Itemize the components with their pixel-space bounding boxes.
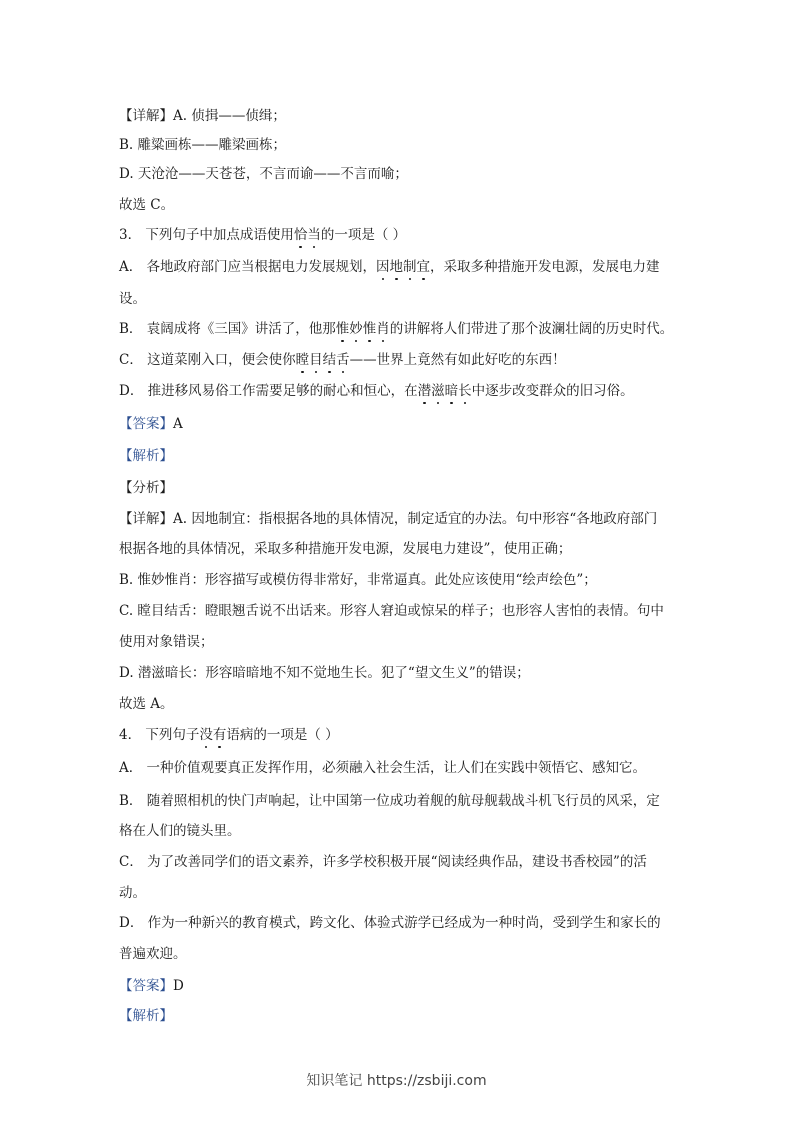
- line-text: A． 各地政府部门应当根据电力发展规划，: [119, 259, 377, 275]
- option-c: [119, 853, 647, 871]
- text-line: [119, 107, 286, 125]
- analysis-heading: [119, 1007, 173, 1025]
- analysis-subheading: [119, 479, 173, 497]
- text-line: [119, 196, 174, 214]
- text-line: [119, 290, 146, 308]
- option-b: [119, 792, 660, 810]
- line-text: A. 侦揖——侦缉；: [173, 108, 286, 124]
- line-text: A. 因地制宜：指根据各地的具体情况，制定适宜的办法。句中形容“各地政府部门: [173, 511, 658, 527]
- option-d: [119, 382, 634, 400]
- line-text: ，采取多种措施开发电源，发展电力建: [430, 259, 660, 275]
- footer-watermark: 知识笔记 https://zsbiji.com: [306, 1073, 487, 1089]
- dotted-word: 因地制宜: [376, 259, 431, 275]
- text-line: [119, 664, 530, 682]
- text-line: [119, 510, 657, 528]
- tag-label: 【详解】: [119, 511, 173, 527]
- answer-line: [119, 977, 184, 995]
- option-d: [119, 914, 661, 932]
- dotted-word: 惟妙惟肖: [335, 321, 390, 337]
- text-line: [119, 602, 664, 620]
- line-text: D. 天沧沧——天苍苍，不言而谕——不言而喻；: [119, 166, 408, 182]
- line-text: B． 袁阔成将《三国》讲活了，他那: [119, 321, 336, 337]
- line-text: 设。: [119, 291, 146, 307]
- text-line: [119, 633, 214, 651]
- text-line: [119, 695, 174, 713]
- line-text: 3． 下列句子中加点成语使用: [119, 227, 294, 243]
- answer-tag: 【答案】: [119, 416, 173, 432]
- line-text: C. 瞠目结舌：瞪眼翘舌说不出话来。形容人窘迫或惊呆的样子；也形容人害怕的表情。句中: [119, 603, 664, 619]
- line-text: 格在人们的镜头里。: [119, 823, 241, 839]
- line-text: ——世界上竟然有如此好吃的东西！: [349, 352, 566, 368]
- dotted-word: 恰当: [293, 227, 321, 243]
- line-text: 动。: [119, 885, 146, 901]
- text-line: [119, 165, 408, 183]
- line-text: 的讲解将人们带进了那个波澜壮阔的历史时代。: [389, 321, 674, 337]
- line-text: D． 推进移风易俗工作需要足够的耐心和恒心，在: [119, 383, 418, 399]
- line-text: 中逐步改变群众的旧习俗。: [471, 383, 634, 399]
- answer-value: D: [173, 978, 184, 994]
- tag-label: 【分析】: [119, 480, 173, 496]
- answer-line: [119, 415, 183, 433]
- question-3-stem: [119, 226, 406, 244]
- text-line: [119, 571, 597, 589]
- analysis-tag: 【解析】: [119, 1008, 173, 1024]
- tag-label: 【详解】: [119, 108, 173, 124]
- line-text: C． 这道菜刚入口，便会使你: [119, 352, 296, 368]
- text-line: [119, 540, 571, 558]
- answer-value: A: [173, 416, 183, 432]
- option-c: [119, 351, 566, 369]
- option-a: [119, 258, 660, 276]
- analysis-heading: [119, 447, 173, 465]
- text-line: [119, 945, 187, 963]
- text-line: [119, 884, 146, 902]
- line-text: 的一项是（ ）: [320, 227, 407, 243]
- analysis-tag: 【解析】: [119, 448, 173, 464]
- line-text: 根据各地的具体情况，采取多种措施开发电源，发展电力建设”，使用正确；: [119, 541, 572, 557]
- line-text: 语病的一项是（ ）: [226, 727, 339, 743]
- line-text: A． 一种价值观要真正发挥作用，必须融入社会生活，让人们在实践中领悟它、感知它。: [119, 760, 647, 776]
- question-4-stem: [119, 726, 339, 744]
- option-a: [119, 759, 646, 777]
- line-text: 故选 C。: [119, 197, 175, 213]
- text-line: [119, 822, 241, 840]
- line-text: 普遍欢迎。: [119, 946, 187, 962]
- line-text: D. 潜滋暗长：形容暗暗地不知不觉地生长。犯了“望文生义”的错误；: [119, 665, 530, 681]
- option-b: [119, 320, 673, 338]
- dotted-word: 潜滋暗长: [417, 383, 472, 399]
- text-line: [119, 136, 286, 154]
- answer-tag: 【答案】: [119, 978, 173, 994]
- dotted-word: 瞠目结舌: [295, 352, 350, 368]
- line-text: 使用对象错误；: [119, 634, 214, 650]
- line-text: 4． 下列句子: [119, 727, 200, 743]
- line-text: B． 随着照相机的快门声响起，让中国第一位成功着舰的航母舰载战斗机飞行员的风采，定: [119, 793, 660, 809]
- line-text: B. 惟妙惟肖：形容描写或模仿得非常好，非常逼真。此处应该使用“绘声绘色”；: [119, 572, 597, 588]
- line-text: 故选 A。: [119, 696, 174, 712]
- line-text: C． 为了改善同学们的语文素养，许多学校积极开展“阅读经典作品，建设书香校园”的活: [119, 854, 647, 870]
- line-text: D． 作为一种新兴的教育模式，跨文化、体验式游学已经成为一种时尚，受到学生和家长的: [119, 915, 661, 931]
- line-text: B. 雕粱画栋——雕梁画栋；: [119, 137, 287, 153]
- dotted-word: 没有: [199, 727, 227, 743]
